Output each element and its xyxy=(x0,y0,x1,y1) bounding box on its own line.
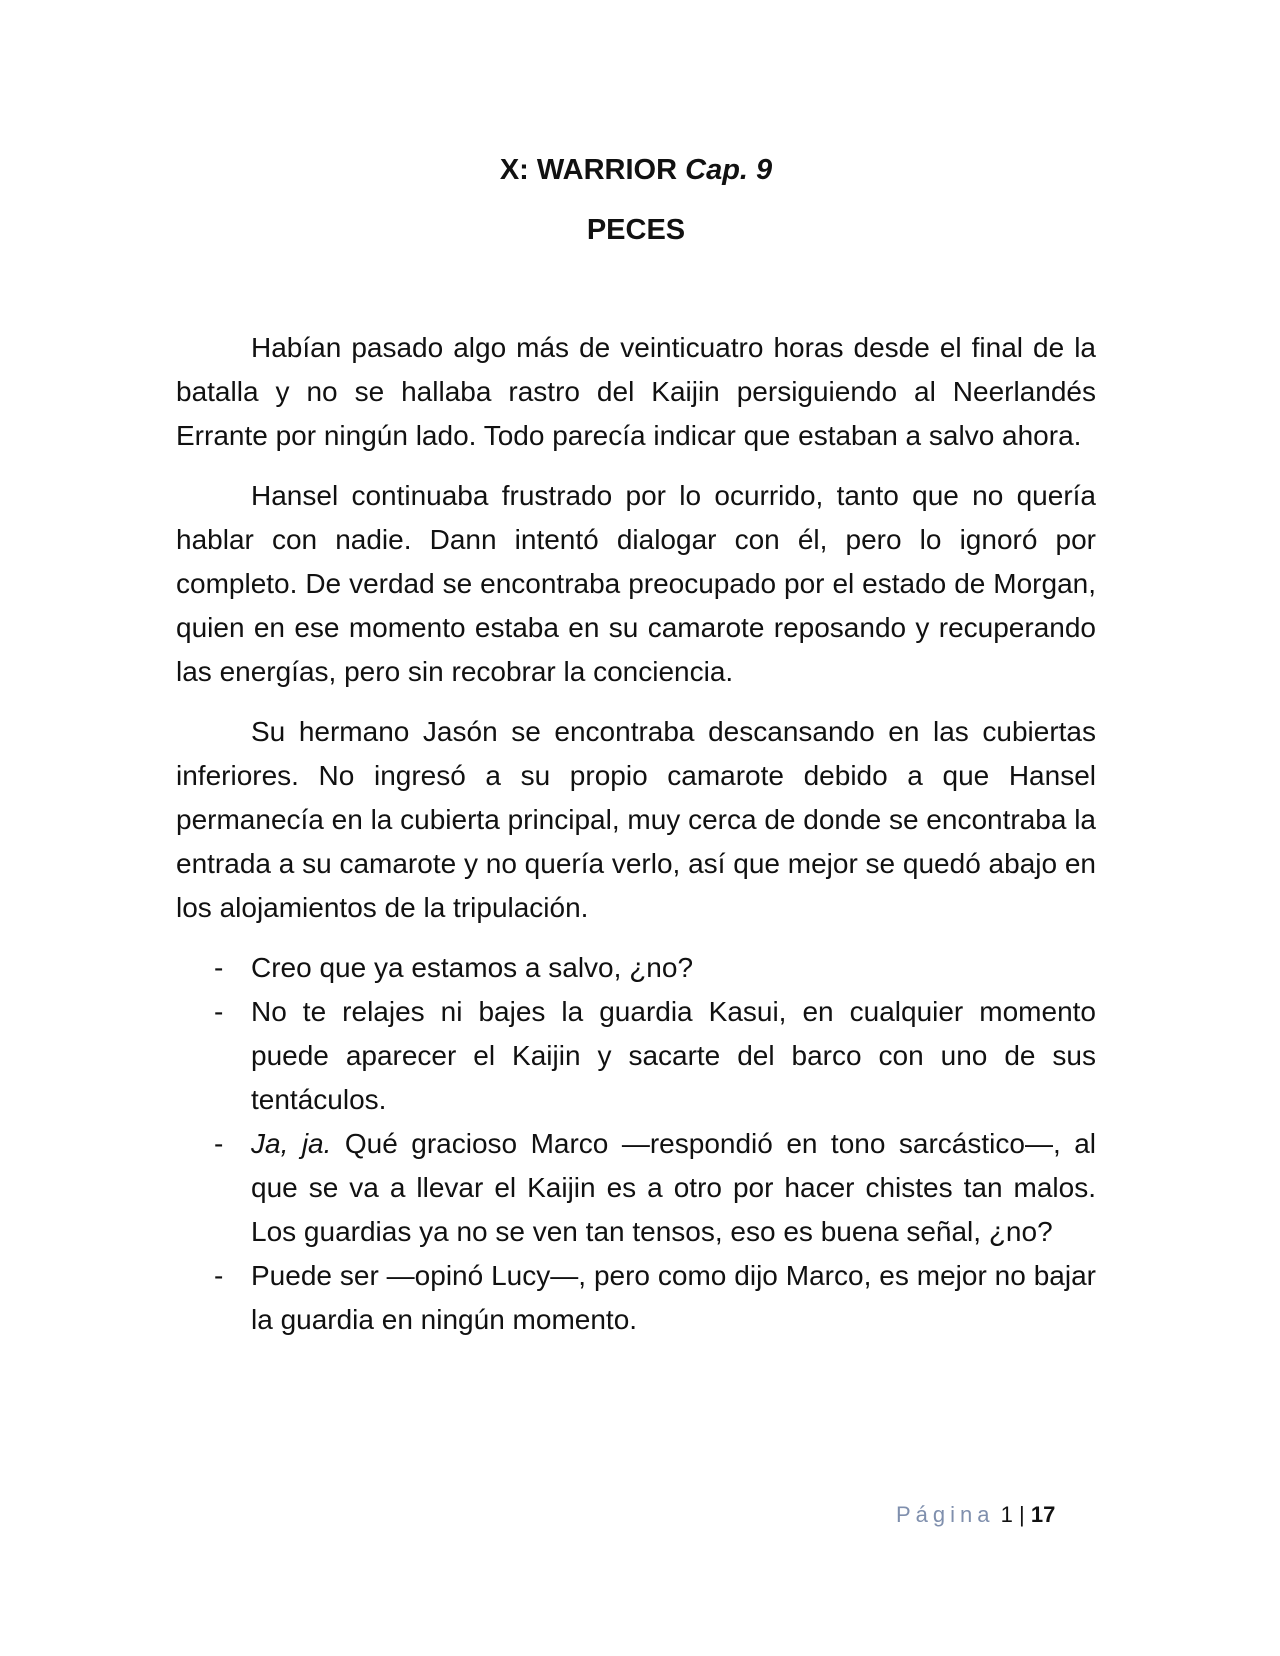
dialogue-text: Creo que ya estamos a salvo, ¿no? xyxy=(251,952,694,983)
dialogue-text: No te relajes ni bajes la guardia Kasui, en cualquier momento puede aparecer el Kaijin y sacarte del barco con uno de sus tentáculos. xyxy=(251,996,1096,1115)
dialogue-text: Puede ser —opinó Lucy—, pero como dijo Marco, es mejor no bajar la guardia en ningún momento. xyxy=(251,1260,1096,1335)
paragraph: Habían pasado algo más de veinticuatro horas desde el final de la batalla y no se hallaba rastro del Kaijin persiguiendo al Neerlandés Errante por ningún lado. Todo parecía indicar que estaban a salvo ahora. xyxy=(176,332,1096,451)
page-label: Página xyxy=(896,1502,995,1527)
chapter-body xyxy=(176,326,1096,1342)
dialogue-dash: - xyxy=(214,1128,224,1159)
dialogue-italic-text: Ja, ja. xyxy=(251,1128,332,1159)
page-number: 1 xyxy=(1000,1502,1013,1527)
dialogue-line xyxy=(176,1122,1096,1254)
dialogue-dash: - xyxy=(214,1260,224,1291)
dialogue-line xyxy=(176,946,1096,990)
book-title: X: WARRIOR xyxy=(499,154,678,186)
dialogue-line xyxy=(176,990,1096,1122)
paragraph: Su hermano Jasón se encontraba descansando en las cubiertas inferiores. No ingresó a su propio camarote debido a que Hansel permanecía en la cubierta principal, muy cerca de donde se encontraba la entrada a su camarote y no quería verlo, así que mejor se quedó abajo en los alojamientos de la tripulación. xyxy=(176,716,1096,923)
page-footer xyxy=(896,1500,1055,1530)
total-pages: 17 xyxy=(1030,1502,1056,1527)
dialogue-dash: - xyxy=(214,996,224,1027)
dialogue-dash: - xyxy=(214,952,224,983)
chapter-number: Cap. 9 xyxy=(685,154,773,186)
chapter-subtitle: PECES xyxy=(586,214,686,246)
page-separator: | xyxy=(1019,1502,1025,1527)
dialogue-list xyxy=(176,946,1096,1342)
paragraph: Hansel continuaba frustrado por lo ocurrido, tanto que no quería hablar con nadie. Dann intentó dialogar con él, pero lo ignoró por completo. De verdad se encontraba preocupado por el estado de Morgan, quien en ese momento estaba en su camarote reposando y recuperando las energías, pero sin recobrar la conciencia. xyxy=(176,480,1096,687)
dialogue-text: Qué gracioso Marco —respondió en tono sarcástico—, al que se va a llevar el Kaijin es a otro por hacer chistes tan malos. Los guardias ya no se ven tan tensos, eso es buena señal, ¿no? xyxy=(251,1128,1096,1247)
chapter-title xyxy=(176,150,1096,190)
dialogue-line xyxy=(176,1254,1096,1342)
